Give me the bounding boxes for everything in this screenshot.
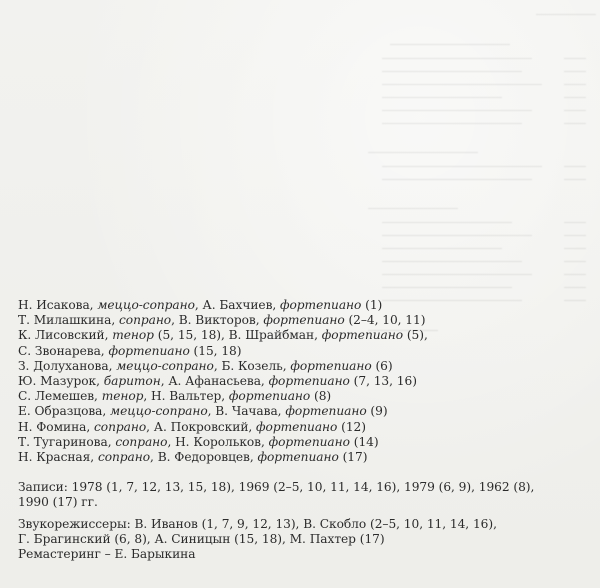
- voice-or-instrument: сопрано: [97, 450, 151, 465]
- performer-text: Н. Фомина,: [18, 419, 95, 434]
- voice-or-instrument: фортепиано: [108, 343, 190, 358]
- performer-text: , Н. Корольков,: [167, 434, 269, 449]
- voice-or-instrument: фортепиано: [256, 419, 338, 434]
- voice-or-instrument: фортепиано: [280, 298, 362, 312]
- voice-or-instrument: сопрано: [119, 313, 172, 328]
- performer-line: [18, 328, 588, 343]
- voice-or-instrument: меццо-сопрано: [110, 404, 208, 419]
- performer-text: (9): [366, 404, 388, 419]
- performer-text: К. Лисовский,: [18, 328, 113, 343]
- voice-or-instrument: баритон: [103, 374, 161, 389]
- voice-or-instrument: фортепиано: [285, 404, 367, 419]
- voice-or-instrument: фортепиано: [268, 374, 350, 389]
- performer-text: З. Долуханова,: [18, 358, 117, 373]
- engineer-line: Г. Брагинский (6, 8), А. Синицын (15, 18), М. Пахтер (17): [18, 531, 385, 546]
- performer-text: (14): [349, 434, 379, 449]
- performer-text: , А. Бахчиев,: [194, 298, 281, 312]
- performer-text: (15, 18): [189, 343, 242, 358]
- recording-line: Записи: 1978 (1, 7, 12, 13, 15, 18), 1969 (2–5, 10, 11, 14, 16), 1979 (6, 9), 1962 (8),: [18, 480, 535, 495]
- performer-text: (5, 15, 18), В. Шрайбман,: [153, 328, 322, 343]
- performer-text: (12): [337, 419, 366, 434]
- voice-or-instrument: меццо-сопрано: [116, 358, 214, 373]
- performer-text: Ю. Мазурок,: [18, 374, 104, 389]
- performer-text: (8): [310, 389, 332, 404]
- performer-text: Н. Красная,: [18, 450, 98, 465]
- performer-text: (6): [371, 358, 393, 373]
- performer-line: [18, 435, 588, 450]
- voice-or-instrument: тенор: [112, 328, 154, 343]
- performer-text: Н. Исакова,: [18, 298, 98, 312]
- voice-or-instrument: фортепиано: [263, 313, 345, 328]
- performer-text: , В. Федоровцев,: [150, 450, 258, 465]
- performer-text: (17): [338, 450, 368, 465]
- performer-line: [18, 298, 588, 313]
- recording-dates: [18, 480, 588, 510]
- voice-or-instrument: сопрано: [115, 434, 168, 449]
- voice-or-instrument: тенор: [101, 389, 144, 404]
- performer-text: С. Звонарева,: [18, 343, 109, 358]
- performer-text: , Н. Вальтер,: [143, 389, 229, 404]
- sound-engineers: [18, 517, 588, 563]
- performer-text: , В. Чачава,: [207, 404, 286, 419]
- performer-text: Т. Милашкина,: [18, 313, 119, 328]
- spacer: [18, 465, 588, 480]
- voice-or-instrument: фортепиано: [290, 358, 372, 373]
- voice-or-instrument: фортепиано: [268, 434, 350, 449]
- performers-list: [18, 298, 588, 465]
- performer-text: С. Лемешев,: [18, 389, 102, 404]
- performer-text: Е. Образцова,: [18, 404, 111, 419]
- performer-text: Т. Тугаринова,: [18, 434, 116, 449]
- voice-or-instrument: фортепиано: [228, 389, 311, 404]
- voice-or-instrument: фортепиано: [257, 450, 339, 465]
- performer-text: (5),: [403, 328, 428, 343]
- performer-line: [18, 389, 588, 404]
- performer-line: [18, 313, 588, 328]
- voice-or-instrument: фортепиано: [321, 328, 404, 343]
- recording-line: 1990 (17) гг.: [18, 495, 98, 510]
- performer-text: , А. Афанасьева,: [160, 374, 269, 389]
- credits-block: [18, 298, 588, 562]
- performer-line: [18, 404, 588, 419]
- voice-or-instrument: меццо-сопрано: [97, 298, 195, 312]
- performer-text: , А. Покровский,: [146, 419, 257, 434]
- engineer-line: Ремастеринг – Е. Барыкина: [18, 547, 196, 562]
- performer-line: [18, 359, 588, 374]
- performer-text: , В. Викторов,: [171, 313, 264, 328]
- performer-line: [18, 374, 588, 389]
- performer-text: (1): [361, 298, 383, 312]
- performer-text: (7, 13, 16): [349, 374, 417, 389]
- performer-text: , Б. Козель,: [213, 358, 291, 373]
- performer-line: [18, 450, 588, 465]
- voice-or-instrument: сопрано: [94, 419, 147, 434]
- performer-text: (2–4, 10, 11): [344, 313, 426, 328]
- performer-line: [18, 344, 588, 359]
- engineer-line: Звукорежиссеры: В. Иванов (1, 7, 9, 12, 13), В. Скобло (2–5, 10, 11, 14, 16),: [18, 516, 497, 531]
- performer-line: [18, 420, 588, 435]
